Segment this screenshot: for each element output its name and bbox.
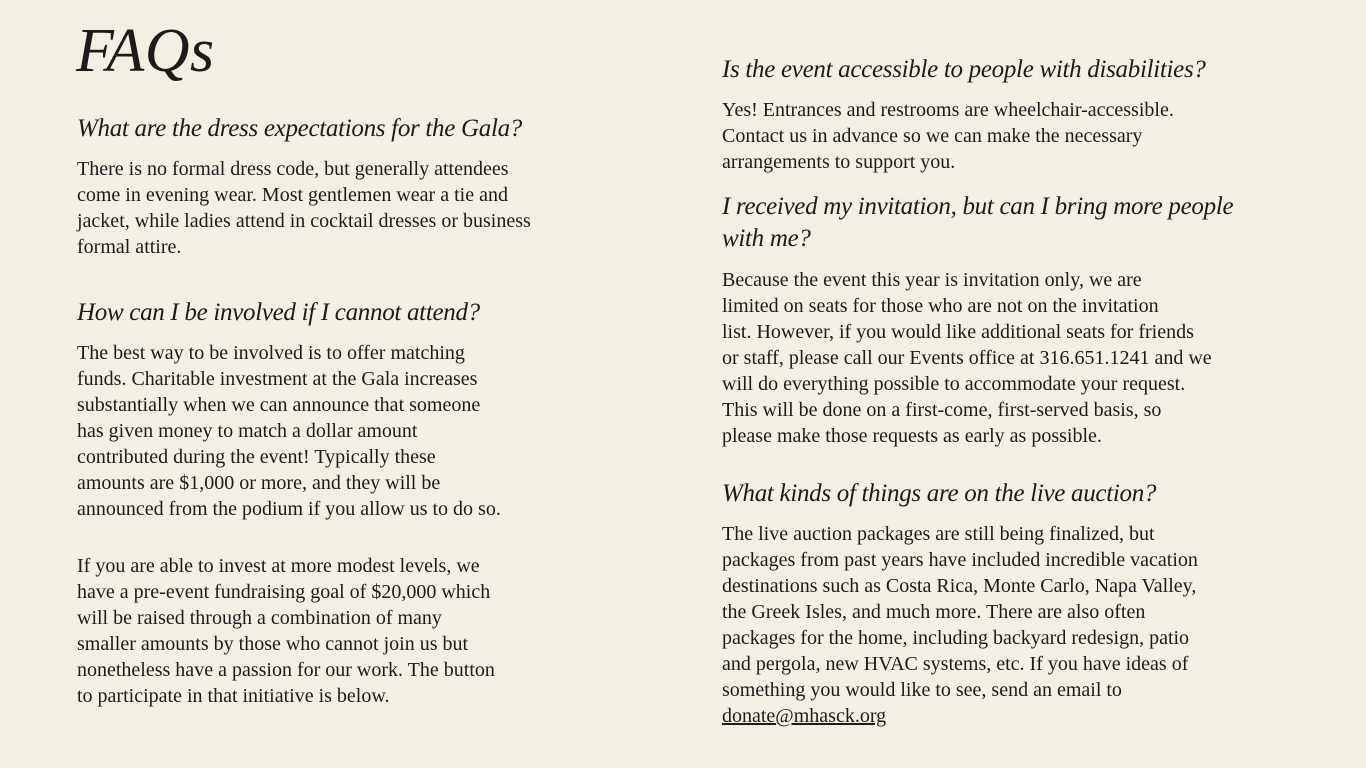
faq-answer-accessibility: Yes! Entrances and restrooms are wheelchair-accessible. Contact us in advance so we can make the necessary arrangements to support you. <box>722 99 1174 173</box>
faq-question-bring-guests: I received my invitation, but can I bring more people with me? <box>722 193 1234 252</box>
faq-answer-dress-code: There is no formal dress code, but generally attendees come in evening wear. Most gentlemen wear a tie and jacket, while ladies attend in cocktail dresses or business formal attire. <box>77 158 531 258</box>
faq-question-accessibility: Is the event accessible to people with disabilities? <box>722 56 1206 83</box>
faq-answer-involvement-matching: The best way to be involved is to offer matching funds. Charitable investment at the Gala increases substantially when we can announce that someone has given money to match a dollar amount contributed during the event! Typically these amounts are $1,000 or more, and they will be announced from the podium if you allow us to do so. <box>77 342 501 520</box>
faq-answer-live-auction-text: The live auction packages are still being finalized, but packages from past years have included incredible vacation destinations such as Costa Rica, Monte Carlo, Napa Valley, the Greek Isles, and much more. There are also often packages for the home, including backyard redesign, patio and pergola, new HVAC systems, etc. If you have ideas of something you would like to see, send an email to <box>722 523 1198 701</box>
faq-answer-live-auction <box>722 521 1342 729</box>
page-title: FAQs <box>76 17 215 85</box>
faq-answer-involvement-fundraising: If you are able to invest at more modest levels, we have a pre-event fundraising goal of $20,000 which will be raised through a combination of many smaller amounts by those who cannot join us but nonetheless have a passion for our work. The button to participate in that initiative is below. <box>77 555 495 707</box>
faq-question-dress-code: What are the dress expectations for the Gala? <box>77 115 522 142</box>
faq-answer-bring-guests: Because the event this year is invitation only, we are limited on seats for those who are not on the invitation list. However, if you would like additional seats for friends or staff, please call our Events office at 316.651.1241 and we will do everything possible to accommodate your request. This will be done on a first-come, first-served basis, so please make those requests as early as possible. <box>722 269 1212 447</box>
faq-question-live-auction: What kinds of things are on the live auction? <box>722 480 1157 507</box>
donate-email-link[interactable]: donate@mhasck.org <box>722 705 887 727</box>
faq-question-involvement: How can I be involved if I cannot attend? <box>77 299 480 326</box>
